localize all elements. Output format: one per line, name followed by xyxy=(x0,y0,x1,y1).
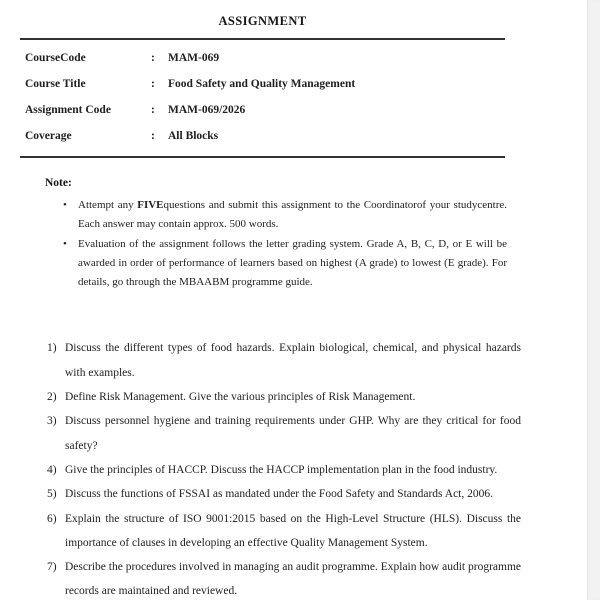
table-row-coverage xyxy=(20,123,505,149)
row-label: Course Title xyxy=(25,78,86,90)
table-row-course-title xyxy=(20,71,505,97)
table-row-course-code xyxy=(20,45,505,71)
bullet-text-bold: FIVE xyxy=(137,199,164,211)
question-item-1 xyxy=(47,336,521,385)
bullet-text-pre: Attempt any xyxy=(78,199,138,211)
row-separator: : xyxy=(151,130,155,142)
row-value: MAM-069/2026 xyxy=(168,104,246,116)
question-number: 1) xyxy=(47,342,57,355)
page-title: ASSIGNMENT xyxy=(218,14,307,28)
question-item-5 xyxy=(47,482,521,506)
row-separator: : xyxy=(151,78,155,90)
course-info-table xyxy=(20,38,505,158)
list-item xyxy=(0,196,587,235)
list-item xyxy=(0,235,587,293)
question-number: 3) xyxy=(47,415,57,428)
question-number: 6) xyxy=(47,512,57,525)
row-separator: : xyxy=(151,104,155,116)
row-label: CourseCode xyxy=(25,52,86,64)
question-text: Discuss the different types of food hazards. Explain biological, chemical, and physical hazards with examples. xyxy=(65,342,521,379)
question-text: Discuss personnel hygiene and training requirements under GHP. Why are they critical for food safety? xyxy=(65,415,521,452)
question-item-3 xyxy=(47,409,521,458)
bullet-text xyxy=(78,196,507,235)
bullet-text-post: questions and submit this assignment to the Coordinatorof your studycentre. Each answer may contain approx. 500 words. xyxy=(78,199,507,231)
note-bullet-list xyxy=(0,196,587,292)
bullet-icon: • xyxy=(63,199,67,211)
question-item-7 xyxy=(47,555,521,600)
question-item-4 xyxy=(47,458,521,482)
row-value: Food Safety and Quality Management xyxy=(168,78,356,90)
row-value: All Blocks xyxy=(168,130,219,142)
page-margin-gutter xyxy=(587,0,600,600)
question-number: 2) xyxy=(47,391,57,404)
question-text: Describe the procedures involved in managing an audit programme. Explain how audit programme records are maintained and reviewed. xyxy=(65,561,521,598)
question-list xyxy=(47,336,521,600)
row-value: MAM-069 xyxy=(168,52,220,64)
note-heading: Note: xyxy=(45,177,72,189)
question-item-6 xyxy=(47,507,521,556)
table-row-assignment-code xyxy=(20,97,505,123)
question-text: Explain the structure of ISO 9001:2015 based on the High-Level Structure (HLS). Discuss the importance of clauses in developing an effective Quality Management System. xyxy=(65,512,521,549)
question-number: 5) xyxy=(47,488,57,501)
question-text: Give the principles of HACCP. Discuss the HACCP implementation plan in the food industry. xyxy=(65,463,498,476)
row-label: Coverage xyxy=(25,130,72,142)
question-item-2 xyxy=(47,385,521,409)
question-text: Define Risk Management. Give the various principles of Risk Management. xyxy=(65,391,416,404)
bullet-text: Evaluation of the assignment follows the letter grading system. Grade A, B, C, D, or E will be awarded in order of performance of learners based on highest (A grade) to lowest (E grade). For details, go through the MBAABM programme guide. xyxy=(78,237,507,289)
row-separator: : xyxy=(151,52,155,64)
question-text: Discuss the functions of FSSAI as mandated under the Food Safety and Standards Act, 2006. xyxy=(65,488,493,501)
row-label: Assignment Code xyxy=(25,104,111,116)
question-number: 4) xyxy=(47,463,57,476)
bullet-icon: • xyxy=(63,237,67,250)
question-number: 7) xyxy=(47,561,57,574)
